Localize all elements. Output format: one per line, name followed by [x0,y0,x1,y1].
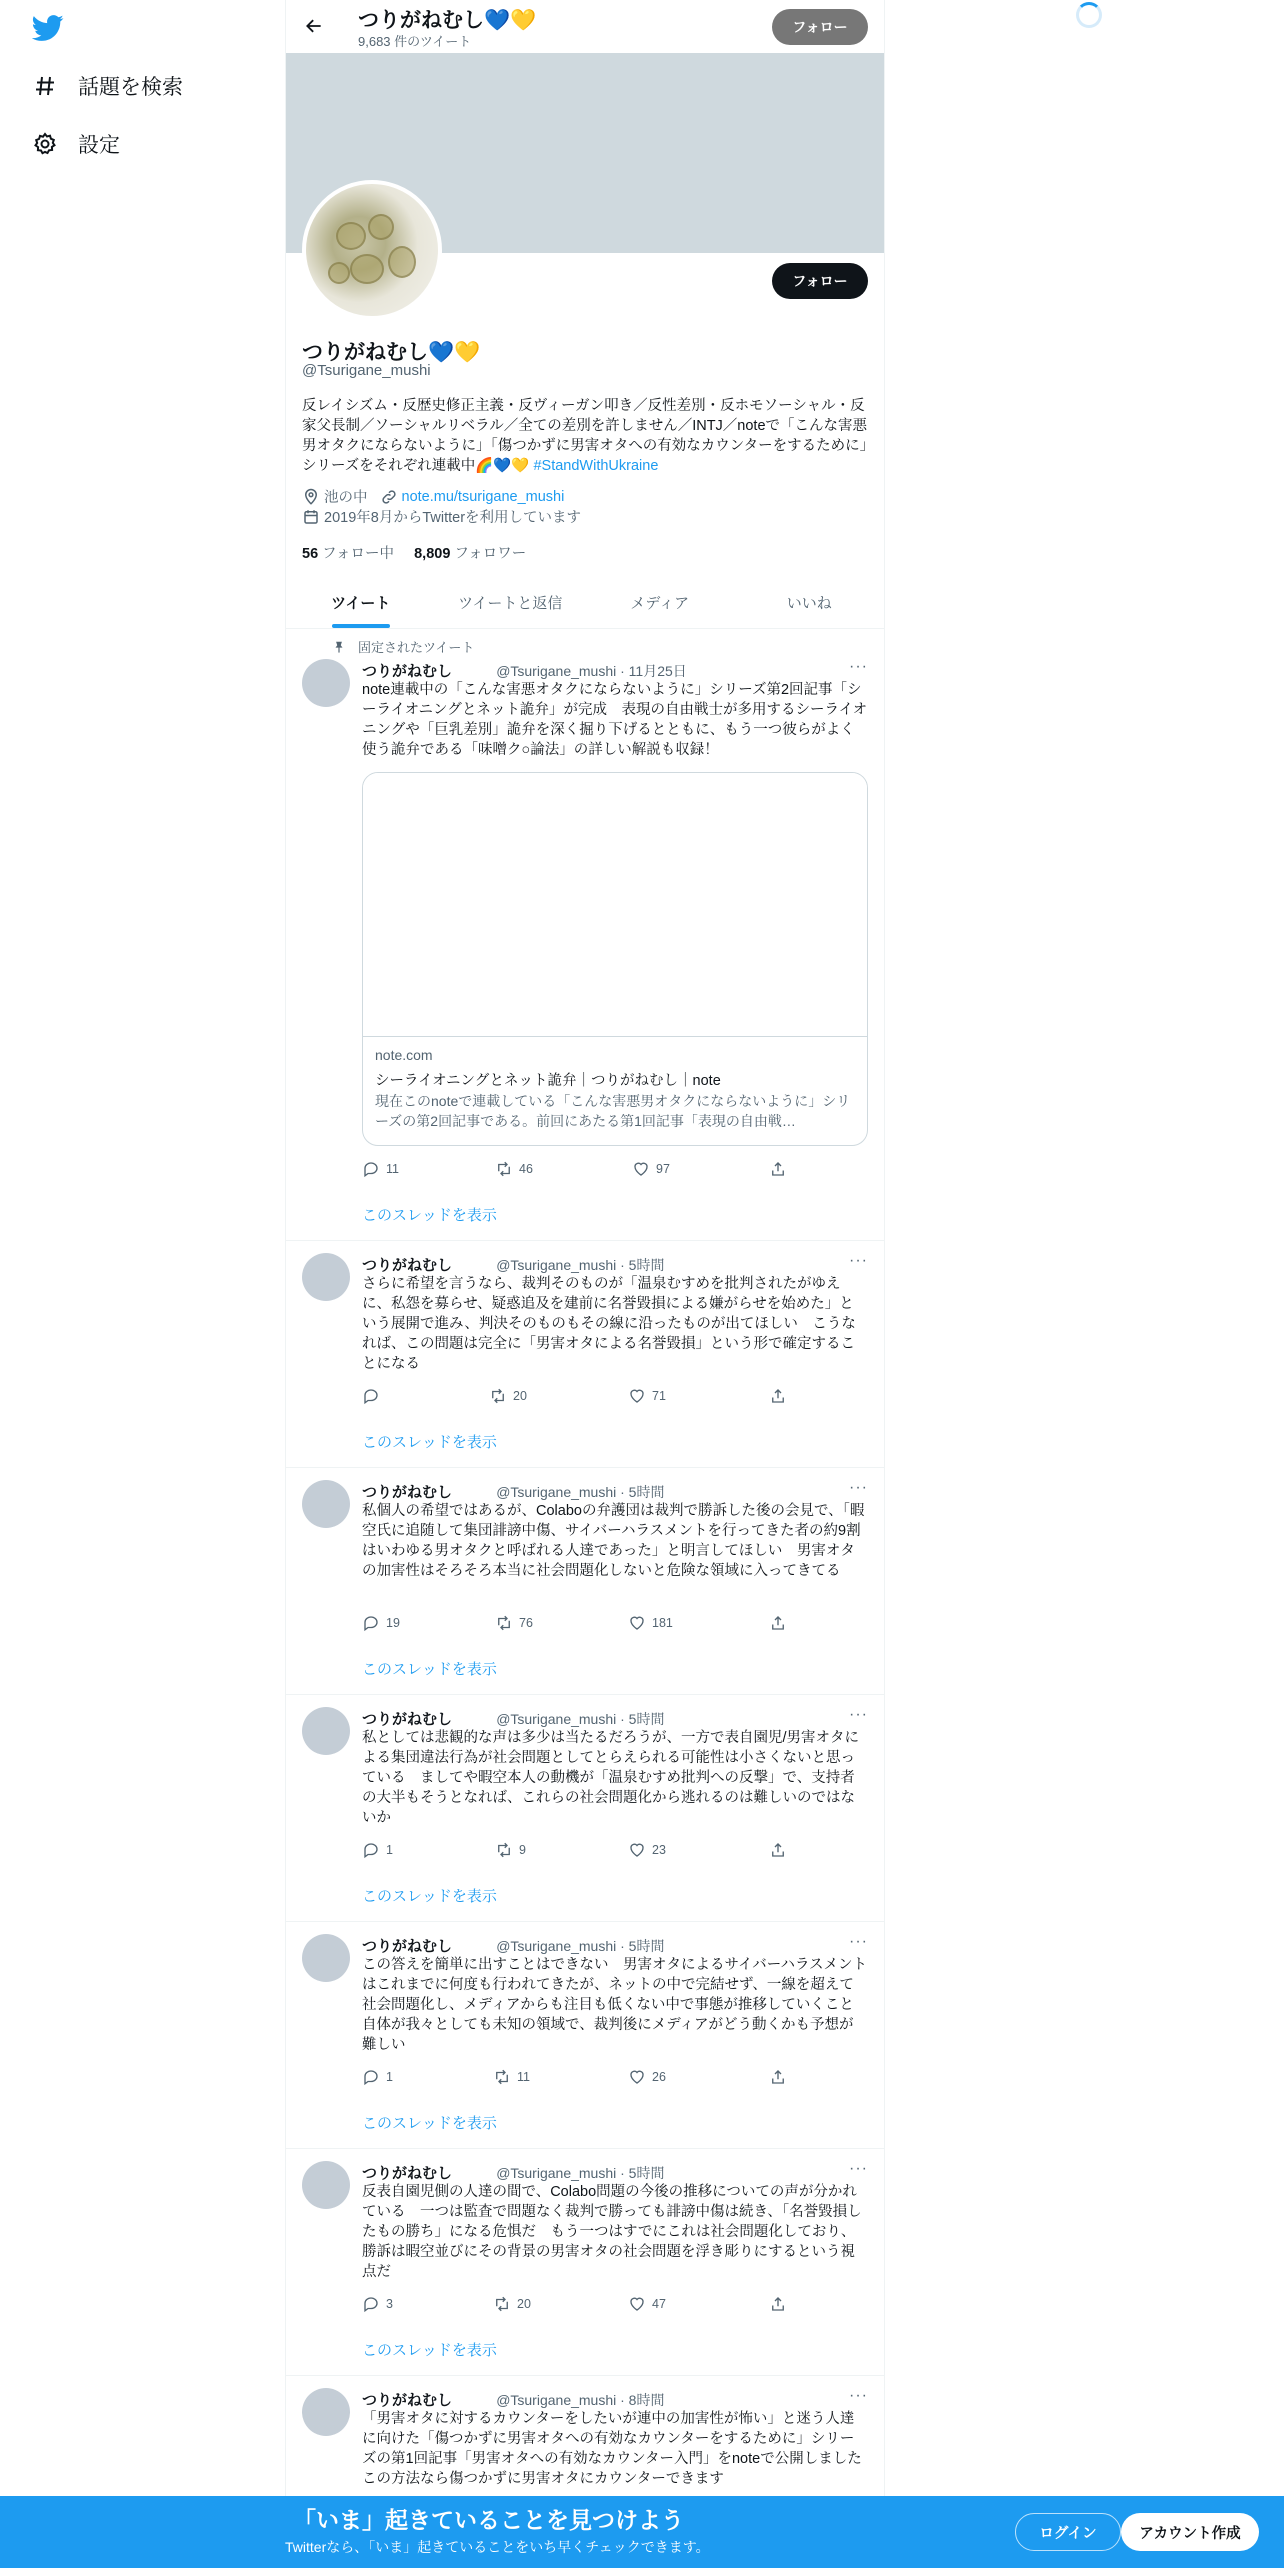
profile-tabs [286,576,884,629]
share-button[interactable] [769,1160,787,1178]
profile-link[interactable] [380,488,565,506]
tweet-meta[interactable]: @Tsurigane_mushi · 11月25日 [496,663,687,679]
tweet-text: さらに希望を言うなら、裁判そのものが「温泉むすめを批判されたがゆえに、私怨を募らせ、疑惑追及を建前に名誉毀損による嫌がらせを始めた」という展開で進み、判決そのものもその線に沿ったものが出てほしい こうなれば、この問題は完全に「男害オタによる名誉毀損」という形で確定することになる [362,1276,856,1372]
profile-meta [302,486,576,507]
avatar[interactable] [302,1253,350,1301]
tweet-meta[interactable]: @Tsurigane_mushi · 5時間 [496,1938,665,1954]
tweet-text: この答えを簡単に出すことはできない 男害オタによるサイバーハラスメントはこれまでに何度も行われてきたが、ネットの中で完結せず、一線を超えて社会問題化し、メディアからも注目も低くない中で事態が推移していくこと自体が我々としても未知の領域で、裁判後にメディアがどう動くかも予想が難しい [362,1957,868,2053]
tweet-header [362,660,687,681]
following-label: フォロー中 [322,546,394,562]
back-arrow-icon[interactable] [300,12,328,40]
tab-media[interactable]: メディア [630,594,690,612]
tweet-meta[interactable]: @Tsurigane_mushi · 5時間 [496,1711,665,1727]
like-button[interactable] [628,2068,666,2086]
reply-icon [362,1841,380,1859]
reply-button[interactable] [362,2295,393,2313]
share-icon [769,1160,787,1178]
pin-icon [332,640,346,654]
profile-location [302,486,368,507]
tweet-header [362,1481,664,1502]
retweet-count: 20 [517,2297,531,2311]
profile-bio [302,396,868,476]
retweet-count: 20 [513,1389,527,1403]
nav-explore[interactable] [32,66,183,106]
like-count: 26 [652,2070,666,2084]
avatar[interactable] [302,2388,350,2436]
show-thread-link[interactable]: このスレッドを表示 [362,2115,497,2132]
tweet-meta[interactable]: @Tsurigane_mushi · 8時間 [496,2392,665,2408]
tweet[interactable] [286,1241,884,1468]
like-button[interactable] [632,1160,670,1178]
retweet-button[interactable] [493,2295,531,2313]
share-button[interactable] [769,1614,787,1632]
like-count: 47 [652,2297,666,2311]
reply-count: 11 [386,1162,399,1176]
tweet-actions [362,2295,792,2315]
nav-settings[interactable] [32,124,120,164]
link-card-description: 現在このnoteで連載している「こんな害悪男オタクにならないように」シリーズの第2回記事である。前回にあたる第1回記事「表現の自由戦… [375,1093,851,1129]
joined-text: 2019年8月からTwitterを利用しています [324,510,582,526]
tweet[interactable] [286,2149,884,2376]
gear-icon [32,131,58,157]
tweet-text: note連載中の「こんな害悪オタクにならないように」シリーズ第2回記事「シーライオニングとネット詭弁」が完成 表現の自由戦士が多用するシーライオニングや「巨乳差別」詭弁を深く掘り下げるとともに、もう一つ彼らがよく使う詭弁である「味噌ク○論法」の詳しい解説も収録！ [362,682,868,758]
profile-joined [302,506,581,527]
reply-count: 3 [386,2297,393,2311]
retweet-icon [495,1160,513,1178]
profile-header-bar [286,0,884,53]
link-card-domain: note.com [375,1047,433,1063]
prompt-title: 「いま」起きていることを見つけよう [293,2507,684,2533]
followers-label: フォロワー [454,546,527,562]
avatar[interactable] [302,2161,350,2209]
share-button[interactable] [769,2295,787,2313]
reply-icon [362,1614,380,1632]
nav-settings-label: 設定 [78,134,120,157]
more-options-icon[interactable]: ··· [849,658,868,675]
twitter-logo-icon[interactable] [32,12,64,44]
tweet-header [362,1935,664,1956]
link-card-image [363,773,867,1037]
like-count: 71 [652,1389,666,1403]
tweet-meta[interactable]: @Tsurigane_mushi · 5時間 [496,1484,665,1500]
tweet-author-name[interactable]: つりがねむし [362,663,453,680]
retweet-icon [489,1387,507,1405]
follow-counts [302,542,526,563]
retweet-button[interactable] [495,1614,533,1632]
retweet-button[interactable] [495,1160,533,1178]
tweet-meta[interactable]: @Tsurigane_mushi · 5時間 [496,2165,665,2181]
tweet[interactable] [286,1468,884,1695]
tweet-actions [362,1614,792,1634]
tweet-text: 反表自園児側の人達の間で、Colabo問題の今後の推移についての声が分かれている 一つは監査で問題なく裁判で勝っても誹謗中傷は続き、「名誉毀損したもの勝ち」になる危惧だ もう一つはすでにこれは社会問題化しており、勝訴は暇空並びにその背景の男害オタの社会問題を浮き彫りにするという視点だ [362,2184,862,2280]
signup-prompt-bar [0,2496,1284,2568]
show-thread-link[interactable]: このスレッドを表示 [362,1661,497,1678]
retweet-count: 76 [519,1616,533,1630]
followers-link[interactable] [414,546,526,562]
more-options-icon[interactable]: ··· [849,2387,868,2404]
prompt-subtitle: Twitterなら、「いま」起きていることをいち早くチェックできます。 [285,2539,710,2555]
tweet-text: 私としては悲観的な声は多少は当たるだろうが、一方で表自園児/男害オタによる集団違法行為が社会問題としてとらえられる可能性は小さくないと思っている ましてや暇空本人の動機が「温泉むすめ批判への反撃」で、支持者の大半もそうとなれば、これらの社会問題化から逃れるのは難しいのではないか [362,1730,860,1826]
reply-icon [362,2068,380,2086]
heart-icon [628,1614,646,1632]
nav-explore-label: 話題を検索 [78,76,183,99]
following-link[interactable] [302,546,394,562]
reply-count: 1 [386,1843,393,1857]
retweet-icon [495,1614,513,1632]
tweet-header [362,2389,664,2410]
retweet-button[interactable] [493,2068,530,2086]
tweet-author-name[interactable]: つりがねむし [362,1484,453,1501]
left-nav [0,0,285,2568]
tweet-header [362,1254,664,1275]
tweet-meta[interactable]: @Tsurigane_mushi · 5時間 [496,1257,665,1273]
reply-count: 19 [386,1616,400,1630]
pinned-label [332,637,474,656]
reply-icon [362,2295,380,2313]
more-options-icon[interactable]: ··· [849,1706,868,1723]
share-icon [769,1614,787,1632]
share-button[interactable] [769,1841,787,1859]
profile-link-text[interactable]: note.mu/tsurigane_mushi [401,488,565,505]
tweet-author-name[interactable]: つりがねむし [362,1938,453,1955]
more-options-icon[interactable]: ··· [849,1252,868,1269]
share-icon [769,1387,787,1405]
reply-button[interactable] [362,1160,399,1178]
tab-tweets[interactable]: ツイート [286,576,436,628]
retweet-button[interactable] [489,1387,527,1405]
share-button[interactable] [769,2068,787,2086]
like-button[interactable] [628,2295,666,2313]
loading-spinner [1076,2,1102,28]
share-icon [769,2068,787,2086]
header-follow-button[interactable]: フォロー [772,9,868,45]
avatar[interactable] [302,1707,350,1755]
calendar-icon [302,508,320,526]
reply-button[interactable] [362,1387,386,1405]
tweet-text: 「男害オタに対するカウンターをしたいが連中の加害性が怖い」と迷う人達に向けた「傷つかずに男害オタへの有効なカウンターをするために」シリーズの第1回記事「男害オタへの有効なカウンター入門」をnoteで公開しました この方法なら傷つかずに男害オタにカウンターできます [362,2411,877,2487]
header-profile-name: つりがねむし💙💛 [358,9,537,32]
tweet[interactable] [286,1695,884,1922]
profile-timeline [285,0,885,2568]
show-thread-link[interactable]: このスレッドを表示 [362,2342,497,2359]
tweet-author-name[interactable]: つりがねむし [362,2165,453,2182]
avatar[interactable] [302,1480,350,1528]
avatar[interactable] [302,659,350,707]
retweet-icon [493,2295,511,2313]
share-icon [769,1841,787,1859]
reply-icon [362,1160,380,1178]
profile-follow-button[interactable]: フォロー [772,263,868,299]
heart-icon [628,1387,646,1405]
share-button[interactable] [769,1387,787,1405]
heart-icon [628,2295,646,2313]
header-tweet-count: 9,683 件のツイート [358,34,472,49]
tweet[interactable] [286,1922,884,2149]
link-card[interactable] [362,772,868,1146]
profile-avatar[interactable] [302,180,442,320]
tweet-author-name[interactable]: つりがねむし [362,2392,453,2409]
login-button[interactable]: ログイン [1015,2513,1121,2551]
more-options-icon[interactable]: ··· [849,1479,868,1496]
profile-bio-text: 反レイシズム・反歴史修正主義・反ヴィーガン叩き／反性差別・反ホモソーシャル・反家父長制／ソーシャルリベラル／全ての差別を許しません／INTJ／noteで「こんな害悪男オタクにならないように」「傷つかずに男害オタへの有効なカウンターをするために」シリーズをそれぞれ連載中🌈💙💛 [302,398,868,474]
more-options-icon[interactable]: ··· [849,1933,868,1950]
tweet-actions [362,1160,792,1180]
tab-tweets-replies[interactable]: ツイートと返信 [458,594,563,612]
tweet-actions [362,2068,792,2088]
show-thread-link[interactable]: このスレッドを表示 [362,1207,497,1224]
show-thread-link[interactable]: このスレッドを表示 [362,1888,497,1905]
link-icon [380,488,398,506]
tweet-author-name[interactable]: つりがねむし [362,1711,453,1728]
retweet-count: 9 [519,1843,526,1857]
avatar[interactable] [302,1934,350,1982]
like-button[interactable] [628,1841,666,1859]
retweet-count: 11 [517,2070,530,2084]
show-thread-link[interactable]: このスレッドを表示 [362,1434,497,1451]
tab-likes[interactable]: いいね [786,594,832,612]
location-text: 池の中 [324,490,368,506]
tweet-author-name[interactable]: つりがねむし [362,1257,453,1274]
tweet-header [362,2162,664,2183]
reply-count: 1 [386,2070,393,2084]
location-pin-icon [302,488,320,506]
like-button[interactable] [628,1614,673,1632]
like-count: 23 [652,1843,666,1857]
reply-icon [362,1387,380,1405]
pinned-text: 固定されたツイート [358,640,475,655]
heart-icon [628,1841,646,1859]
heart-icon [632,1160,650,1178]
reply-button[interactable] [362,1614,400,1632]
tweet[interactable] [286,629,884,1241]
hashtag-icon [32,73,58,99]
more-options-icon[interactable]: ··· [849,2160,868,2177]
like-count: 97 [656,1162,670,1176]
like-button[interactable] [628,1387,666,1405]
tweet-text: 私個人の希望ではあるが、Colaboの弁護団は裁判で勝訴した後の会見で、「暇空氏に追随して集団誹謗中傷、サイバーハラスメントを行ってきた者の約9割はいわゆる男オタクと呼ばれる人達であった」と明言してほしい 男害オタの加害性はそろそろ本当に社会問題化しないと危険な領域に入ってきてる [362,1503,865,1579]
following-count: 56 [302,546,319,562]
share-icon [769,2295,787,2313]
link-card-title: シーライオニングとネット詭弁｜つりがねむし｜note [375,1073,721,1089]
retweet-button[interactable] [495,1841,526,1859]
heart-icon [628,2068,646,2086]
retweet-count: 46 [519,1162,533,1176]
bio-hashtag-link[interactable]: #StandWithUkraine [533,458,659,474]
tweet-header [362,1708,664,1729]
retweet-icon [493,2068,511,2086]
signup-button[interactable]: アカウント作成 [1121,2513,1259,2551]
tweet-actions [362,1841,792,1861]
profile-name: つりがねむし💙💛 [302,341,481,364]
reply-button[interactable] [362,1841,393,1859]
reply-button[interactable] [362,2068,393,2086]
tweet-actions [362,1387,792,1407]
like-count: 181 [652,1616,673,1630]
followers-count: 8,809 [414,546,451,562]
retweet-icon [495,1841,513,1859]
profile-handle: @Tsurigane_mushi [302,362,431,379]
